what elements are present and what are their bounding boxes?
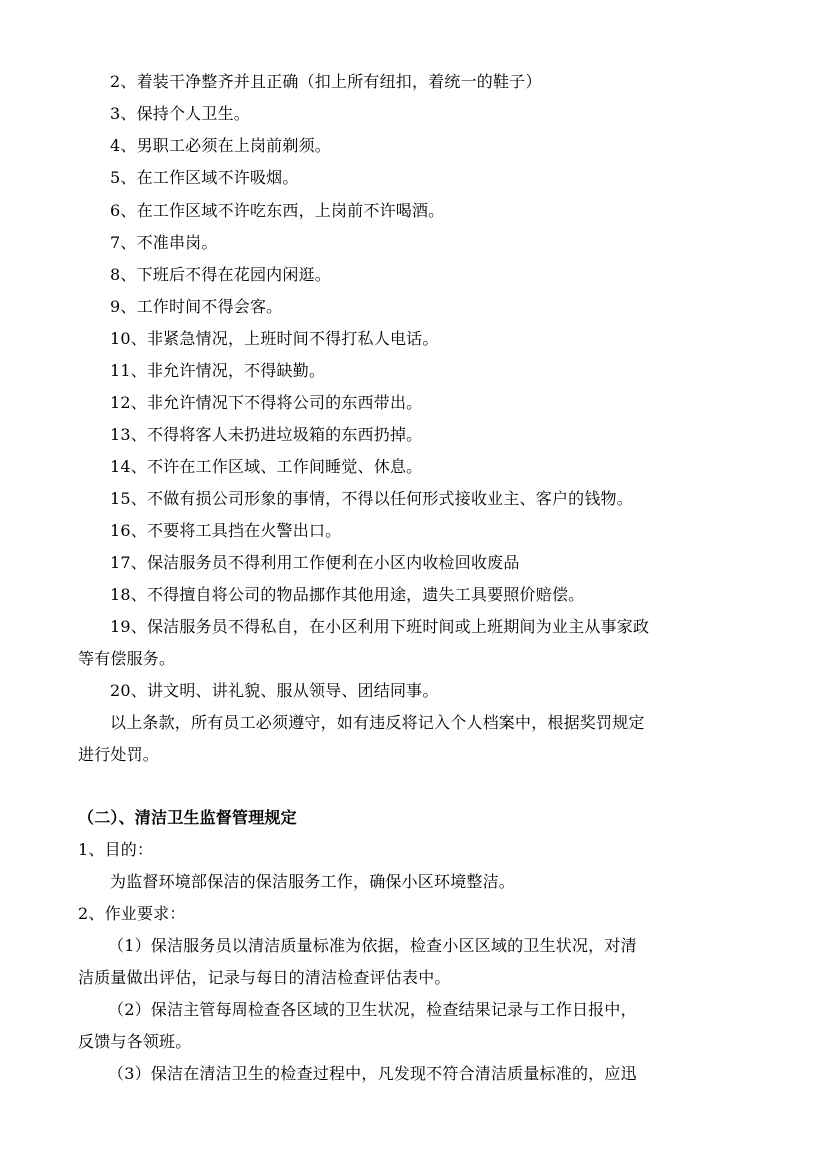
rule-item: 10、非紧急情况，上班时间不得打私人电话。 (110, 329, 439, 348)
rule-19-line1: 19、保洁服务员不得私自，在小区利用下班时间或上班期间为业主从事家政 (110, 617, 650, 636)
requirement-3-line1: （3）保洁在清洁卫生的检查过程中，凡发现不符合清洁质量标准的，应迅 (108, 1064, 637, 1083)
section-heading: （二）、清洁卫生监督管理规定 (78, 808, 297, 827)
rule-item: 15、不做有损公司形象的事情，不得以任何形式接收业主、客户的钱物。 (110, 489, 633, 508)
rule-item: 18、不得擅自将公司的物品挪作其他用途，遗失工具要照价赔偿。 (110, 585, 585, 604)
rule-20: 20、讲文明、讲礼貌、服从领导、团结同事。 (110, 681, 439, 700)
closing-line2: 进行处罚。 (78, 745, 160, 764)
requirement-2-line2: 反馈与各领班。 (78, 1032, 192, 1051)
requirement-1-line2: 洁质量做出评估，记录与每日的清洁检查评估表中。 (78, 968, 451, 987)
rule-item: 17、保洁服务员不得利用工作便利在小区内收检回收废品 (110, 553, 520, 572)
rule-item: 16、不要将工具挡在火警出口。 (110, 521, 342, 540)
rule-item: 8、下班后不得在花园内闲逛。 (110, 265, 331, 284)
rule-item: 14、不许在工作区域、工作间睡觉、休息。 (110, 457, 423, 476)
rule-item: 13、不得将客人未扔进垃圾箱的东西扔掉。 (110, 425, 423, 444)
requirement-1-line1: （1）保洁服务员以清洁质量标准为依据，检查小区区域的卫生状况，对清 (108, 936, 637, 955)
rule-19-line2: 等有偿服务。 (78, 649, 176, 668)
rule-item: 7、不准串岗。 (110, 233, 218, 252)
rule-item: 4、男职工必须在上岗前剃须。 (110, 136, 331, 155)
rule-item: 2、着装干净整齐并且正确（扣上所有纽扣，着统一的鞋子） (110, 72, 542, 91)
purpose-text: 为监督环境部保洁的保洁服务工作，确保小区环境整洁。 (110, 872, 516, 891)
rule-item: 5、在工作区域不许吸烟。 (110, 168, 299, 187)
rule-item: 3、保持个人卫生。 (110, 104, 250, 123)
rule-item: 12、非允许情况下不得将公司的东西带出。 (110, 393, 423, 412)
closing-line1: 以上条款，所有员工必须遵守，如有违反将记入个人档案中，根据奖罚规定 (110, 713, 645, 732)
rule-item: 9、工作时间不得会客。 (110, 297, 283, 316)
rule-item: 11、非允许情况，不得缺勤。 (110, 361, 326, 380)
requirement-2-line1: （2）保洁主管每周检查各区域的卫生状况，检查结果记录与工作日报中， (108, 1000, 637, 1019)
rule-item: 6、在工作区域不许吃东西，上岗前不许喝酒。 (110, 201, 445, 220)
requirements-label: 2、作业要求： (78, 904, 186, 923)
purpose-label: 1、目的： (78, 840, 154, 859)
